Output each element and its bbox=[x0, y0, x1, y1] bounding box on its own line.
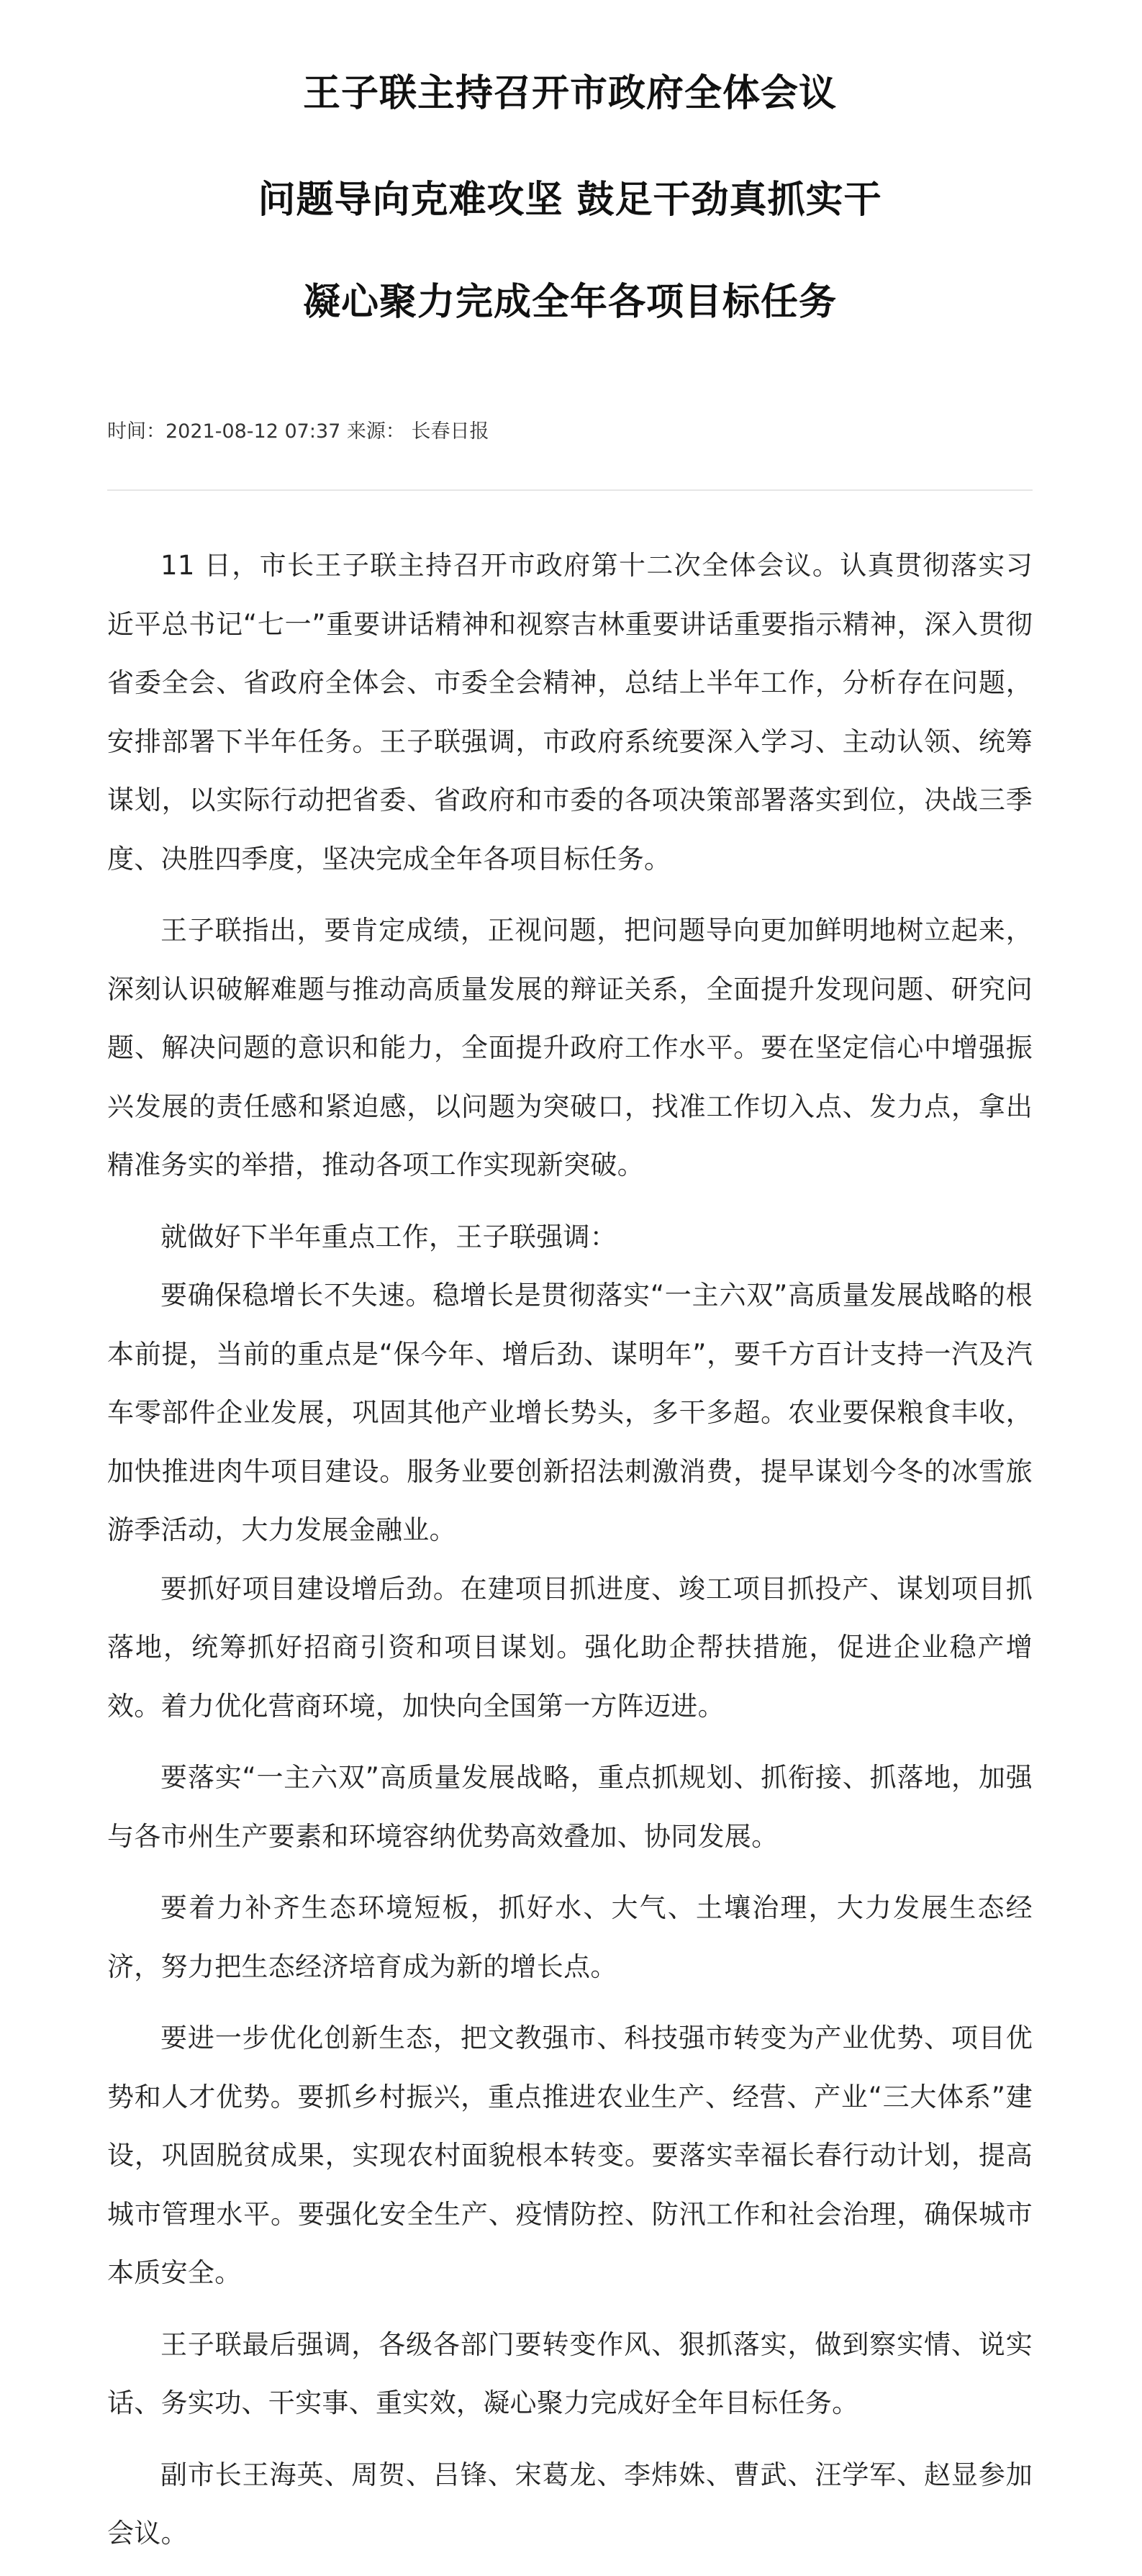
source-label: 来源： bbox=[346, 420, 405, 443]
article-title-line-3: 凝心聚力完成全年各项目标任务 bbox=[302, 281, 837, 324]
paragraph-8: 要进一步优化创新生态，把文教强市、科技强市转变为产业优势、项目优势和人才优势。要抓乡村振兴，重点推进农业生产、经营、产业“三大体系”建设，巩固脱贫成果，实现农村面貌根本转变。要落实幸福长春行动计划，提高城市管理水平。要强化安全生产、疫情防控、防汛工作和社会治理，确保城市本质安全。 bbox=[107, 2023, 1033, 2288]
article-body bbox=[107, 536, 1033, 2576]
article-meta bbox=[107, 417, 489, 446]
paragraph-3: 就做好下半年重点工作，王子联强调： bbox=[160, 1221, 617, 1252]
paragraph-5: 要抓好项目建设增后劲。在建项目抓进度、竣工项目抓投产、谋划项目抓落地，统筹抓好招商引资和项目谋划。强化助企帮扶措施，促进企业稳产增效。着力优化营商环境，加快向全国第一方阵迈进。 bbox=[107, 1573, 1033, 1722]
paragraph-10: 副市长王海英、周贺、吕锋、宋葛龙、李炜姝、曹武、汪学军、赵显参加会议。 bbox=[107, 2459, 1033, 2549]
time-label: 时间： bbox=[107, 420, 166, 443]
paragraph-2: 王子联指出，要肯定成绩，正视问题，把问题导向更加鲜明地树立起来，深刻认识破解难题与推动高质量发展的辩证关系，全面提升发现问题、研究问题、解决问题的意识和能力，全面提升政府工作水平。要在坚定信心中增强振兴发展的责任感和紧迫感，以问题为突破口，找准工作切入点、发力点，拿出精准务实的举措，推动各项工作实现新突破。 bbox=[107, 915, 1033, 1180]
paragraph-6: 要落实“一主六双”高质量发展战略，重点抓规划、抓衔接、抓落地，加强与各市州生产要素和环境容纳优势高效叠加、协同发展。 bbox=[107, 1762, 1033, 1852]
publish-time: 2021-08-12 07:37 bbox=[166, 420, 341, 443]
meta-divider bbox=[107, 489, 1033, 491]
article-title-line-1: 王子联主持召开市政府全体会议 bbox=[302, 72, 837, 115]
article-title-line-2: 问题导向克难攻坚 鼓足干劲真抓实干 bbox=[258, 178, 882, 222]
paragraph-9: 王子联最后强调，各级各部门要转变作风、狠抓落实，做到察实情、说实话、务实功、干实事、重实效，凝心聚力完成好全年目标任务。 bbox=[107, 2328, 1033, 2418]
paragraph-4: 要确保稳增长不失速。稳增长是贯彻落实“一主六双”高质量发展战略的根本前提，当前的重点是“保今年、增后劲、谋明年”，要千方百计支持一汽及汽车零部件企业发展，巩固其他产业增长势头，多干多超。农业要保粮食丰收，加快推进肉牛项目建设。服务业要创新招法刺激消费，提早谋划今冬的冰雪旅游季活动，大力发展金融业。 bbox=[107, 1280, 1033, 1545]
source-name: 长春日报 bbox=[411, 420, 489, 443]
paragraph-1: 11 日，市长王子联主持召开市政府第十二次全体会议。认真贯彻落实习近平总书记“七一”重要讲话精神和视察吉林重要讲话重要指示精神，深入贯彻省委全会、省政府全体会、市委全会精神，总结上半年工作，分析存在问题，安排部署下半年任务。王子联强调，市政府系统要深入学习、主动认领、统筹谋划，以实际行动把省委、省政府和市委的各项决策部署落实到位，决战三季度、决胜四季度，坚决完成全年各项目标任务。 bbox=[107, 550, 1033, 875]
paragraph-7: 要着力补齐生态环境短板，抓好水、大气、土壤治理，大力发展生态经济，努力把生态经济培育成为新的增长点。 bbox=[107, 1892, 1033, 1982]
